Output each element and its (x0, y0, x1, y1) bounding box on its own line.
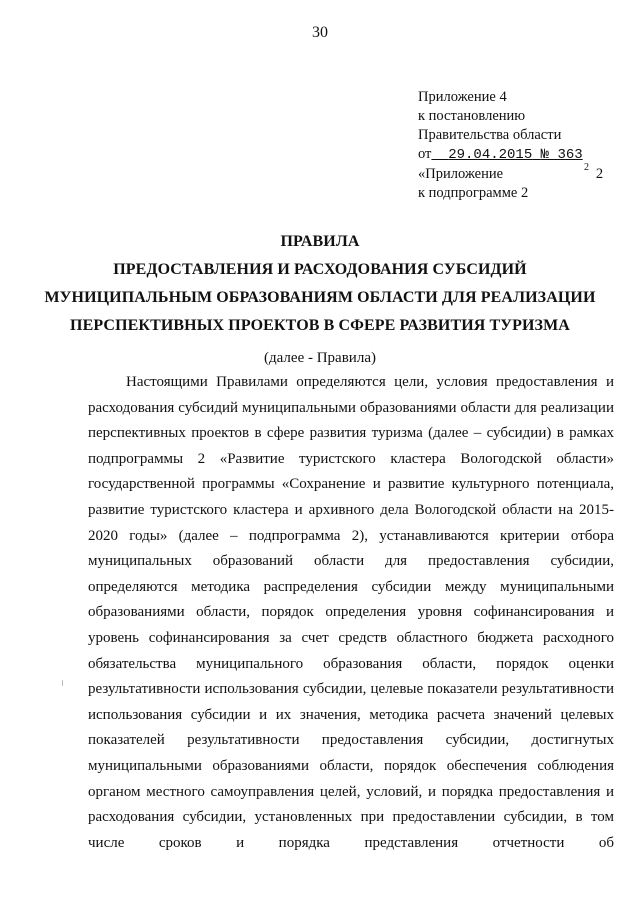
body-text (88, 370, 614, 856)
annex-number: № 363 (540, 147, 583, 163)
annex-appendix-label: «Приложение (418, 166, 504, 182)
document-subtitle: (далее - Правила) (264, 350, 376, 366)
annex-title: Приложение 4 (418, 89, 507, 105)
annex-subprogram-label: к подпрограмме 2 (418, 185, 529, 201)
annex-resolution-label: к постановлению (418, 108, 526, 124)
annex-government-label: Правительства области (418, 127, 562, 143)
annex-appendix-row (418, 162, 604, 184)
annex-date-row (418, 145, 603, 165)
page-number: 30 (312, 24, 328, 41)
title-line-2: ПРЕДОСТАВЛЕНИЯ И РАСХОДОВАНИЯ СУБСИДИЙ (113, 261, 527, 278)
title-line-3: МУНИЦИПАЛЬНЫМ ОБРАЗОВАНИЯМ ОБЛАСТИ ДЛЯ РЕАЛИЗАЦИИ (44, 289, 596, 306)
document-title (0, 228, 640, 372)
title-line-1: ПРАВИЛА (280, 233, 360, 250)
annex-from-label: от (418, 146, 432, 162)
margin-mark (62, 680, 63, 686)
body-paragraph: Настоящими Правилами определяются цели, условия предоставления и расходования субсидий муниципальными образованиями области для реализации перспективных проектов в сфере развития туризма (далее – субсидии) в рамках подпрограммы 2 «Развитие туристского кластера Вологодской области» государственной программы «Сохранение и развитие культурного потенциала, развитие туристского кластера и архивного дела Вологодской области на 2015-2020 годы» (далее – подпрограмма 2), устанавливаются критерии отбора муниципальных образований области для предоставления субсидии, определяются методика распределения субсидии между муниципальными образованиями области, порядок определения уровня софинансирования и уровень софинансирования за счет средств областного бюджета расходного обязательства муниципального образования области, порядок оценки результативности использования субсидии, целевые показатели результативности использования субсидии и их значения, методика расчета значений целевых показателей результативности предоставления субсидии, достигнутых муниципальными образованиями области, порядок обеспечения соблюдения органом местного самоуправления целей, условий, и порядка предоставления и расходования субсидии, установленных при предоставлении субсидии, в том числе сроков и порядка представления отчетности об (88, 374, 614, 851)
annex-date: 29.04.2015 (448, 147, 533, 163)
annex-appendix-superscript: 2 (584, 162, 589, 173)
annex-block (418, 88, 603, 203)
title-line-4: ПЕРСПЕКТИВНЫХ ПРОЕКТОВ В СФЕРЕ РАЗВИТИЯ ТУРИЗМА (70, 317, 570, 334)
annex-appendix-number: 2 (595, 166, 604, 182)
